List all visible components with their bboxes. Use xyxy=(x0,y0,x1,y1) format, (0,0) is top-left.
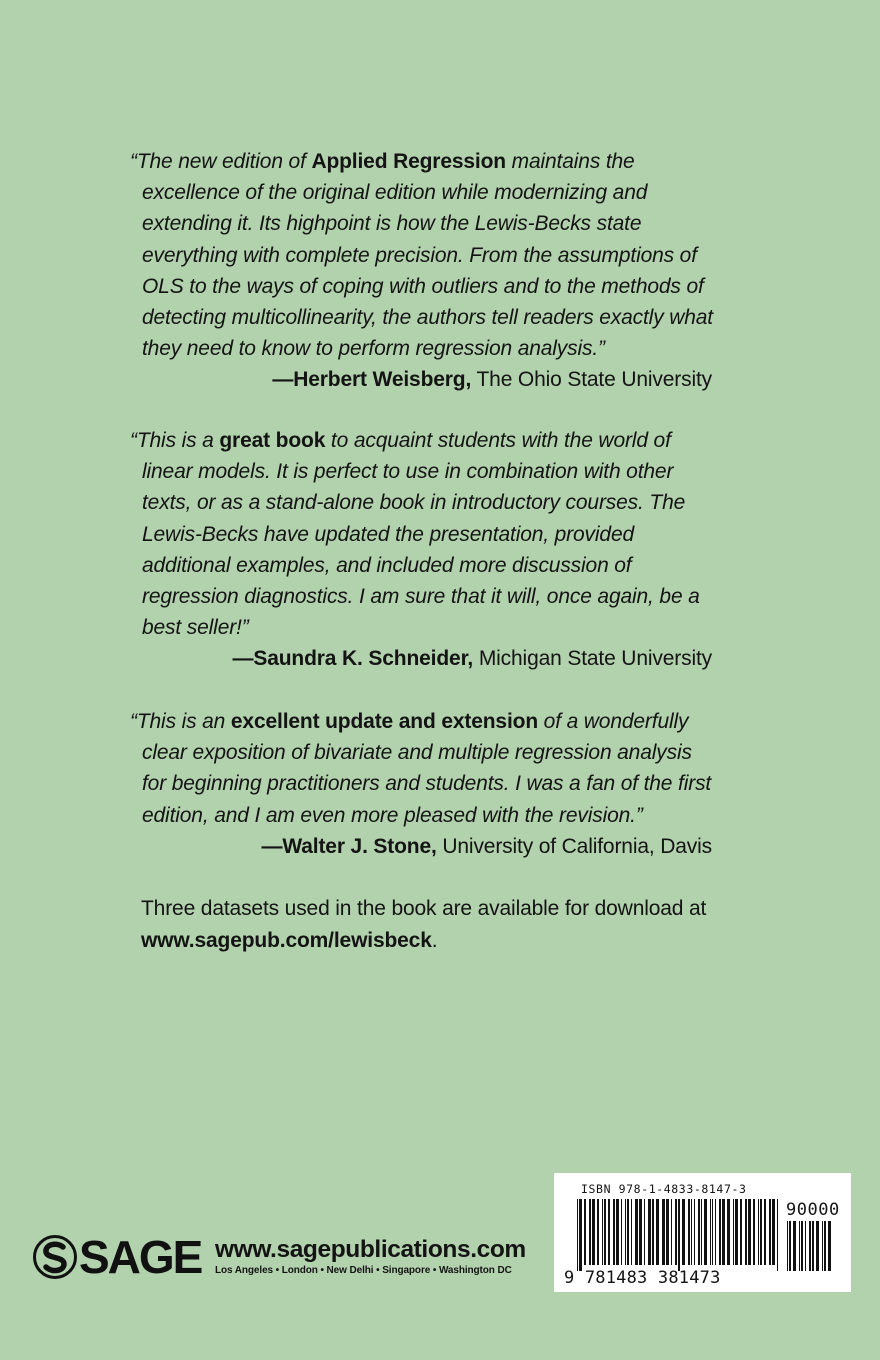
barcode-bar xyxy=(621,1199,622,1265)
barcode-bar xyxy=(805,1221,806,1271)
quote-text: “This is a great book to acquaint students with the world of linear models. It is perfect to use in combination with other texts, or as a stand-alone book in introductory courses. The Lewis-Becks have updated the presentation, provided additional examples, and included more discussion of regression diagnostics. I am sure that it will, once again, be a best seller!” xyxy=(130,429,700,640)
quote-affiliation: University of California, Davis xyxy=(442,834,712,858)
barcode-bar xyxy=(682,1199,685,1265)
barcode-bar xyxy=(675,1199,677,1265)
barcode-bar xyxy=(597,1199,599,1265)
quote-author: —Saundra K. Schneider, xyxy=(232,647,474,671)
barcode-bar xyxy=(656,1199,659,1265)
logo-wordmark: SAGE xyxy=(79,1231,202,1283)
ean13-barcode-bars xyxy=(576,1199,781,1271)
barcode-bar xyxy=(812,1221,814,1271)
addon-barcode-bars xyxy=(786,1221,834,1271)
barcode-bar xyxy=(604,1199,606,1265)
barcode-bar xyxy=(652,1199,654,1265)
barcode-bar xyxy=(824,1221,826,1271)
barcode-bar xyxy=(735,1199,738,1265)
barcode-bar xyxy=(577,1199,578,1271)
barcode-bar xyxy=(691,1199,692,1265)
barcode-bar xyxy=(809,1221,811,1271)
barcode-bar xyxy=(662,1199,665,1265)
quote-author: —Walter J. Stone, xyxy=(261,834,437,858)
ean-number: 9 781483 381473 xyxy=(564,1268,721,1288)
barcode-bar xyxy=(639,1199,642,1265)
barcode-bar xyxy=(801,1221,803,1271)
barcode-bar xyxy=(710,1199,711,1265)
barcode-bar xyxy=(733,1199,734,1265)
endorsement-quote-1 xyxy=(130,146,730,396)
barcode-bar xyxy=(608,1199,610,1265)
barcode-bar xyxy=(777,1199,778,1271)
barcode-bar xyxy=(671,1199,672,1265)
barcode-bar xyxy=(822,1221,823,1271)
download-text: Three datasets used in the book are available for download at xyxy=(141,897,707,920)
barcode-bar xyxy=(793,1221,796,1271)
barcode-bar xyxy=(698,1199,700,1265)
barcode-bar xyxy=(701,1199,702,1265)
barcode-bar xyxy=(592,1199,595,1265)
barcode-bar xyxy=(715,1199,716,1265)
barcode-bar xyxy=(704,1199,707,1265)
barcode-bar xyxy=(688,1199,690,1265)
barcode-bar xyxy=(635,1199,638,1265)
barcode-bar xyxy=(648,1199,651,1265)
barcode-bar xyxy=(613,1199,615,1265)
download-link[interactable]: www.sagepub.com/lewisbeck xyxy=(141,928,432,952)
sage-swirl-icon xyxy=(33,1235,77,1279)
barcode-bar xyxy=(828,1221,831,1271)
barcode-bar xyxy=(816,1221,819,1271)
barcode-bar xyxy=(678,1199,680,1271)
quote-author: —Herbert Weisberg, xyxy=(272,368,472,392)
barcode-bar xyxy=(748,1199,751,1265)
barcode-bar xyxy=(722,1199,725,1265)
publisher-website[interactable]: www.sagepublications.com xyxy=(215,1236,526,1263)
barcode-bar xyxy=(579,1199,582,1271)
barcode-bar xyxy=(789,1221,791,1271)
barcode-bar xyxy=(769,1199,771,1265)
price-code: 90000 xyxy=(786,1200,840,1220)
barcode-bar xyxy=(625,1199,626,1265)
barcode-bar xyxy=(602,1199,603,1265)
endorsement-quote-3 xyxy=(130,706,730,862)
barcode-bar xyxy=(631,1199,632,1265)
sage-logo xyxy=(33,1231,202,1283)
barcode-bar xyxy=(799,1221,800,1271)
barcode-bar xyxy=(719,1199,721,1265)
barcode-bar xyxy=(644,1199,645,1265)
barcode-bar xyxy=(787,1221,788,1271)
barcode-bar xyxy=(745,1199,747,1265)
barcode-bar xyxy=(764,1199,766,1265)
barcode-bar xyxy=(727,1199,730,1265)
quote-affiliation: The Ohio State University xyxy=(476,368,712,392)
isbn-barcode xyxy=(554,1173,851,1292)
barcode-bar xyxy=(753,1199,755,1265)
barcode-bar xyxy=(616,1199,619,1265)
quote-affiliation: Michigan State University xyxy=(478,647,712,671)
barcode-bar xyxy=(760,1199,762,1265)
publisher-info xyxy=(215,1236,526,1276)
barcode-bar xyxy=(584,1199,586,1265)
barcode-bar xyxy=(666,1199,669,1265)
endorsement-quote-2 xyxy=(130,425,730,675)
quote-attribution xyxy=(130,364,712,395)
isbn-label: ISBN 978-1-4833-8147-3 xyxy=(581,1182,747,1196)
barcode-bar xyxy=(712,1199,713,1265)
barcode-bar xyxy=(627,1199,629,1265)
quote-attribution xyxy=(130,643,712,674)
barcode-bar xyxy=(589,1199,591,1265)
barcode-bar xyxy=(694,1199,695,1265)
download-note: Three datasets used in the book are available for download at www.sagepub.com/lewisbeck. xyxy=(141,893,741,956)
barcode-bar xyxy=(772,1199,775,1265)
publisher-cities: Los Angeles • London • New Delhi • Singapore • Washington DC xyxy=(215,1265,512,1276)
quote-text: “This is an excellent update and extension of a wonderfully clear exposition of bivariate and multiple regression analysis for beginning practitioners and students. I was a fan of the first edition, and I am even more pleased with the revision.” xyxy=(130,710,712,827)
barcode-bar xyxy=(740,1199,742,1265)
barcode-bar xyxy=(758,1199,759,1265)
quote-text: “The new edition of Applied Regression maintains the excellence of the original edition while modernizing and extending it. Its highpoint is how the Lewis-Becks state everything with complete precision. From the assumptions of OLS to the ways of coping with outliers and to the methods of detecting multicollinearity, the authors tell readers exactly what they need to know to perform regression analysis.” xyxy=(130,150,713,361)
quote-attribution xyxy=(130,831,712,862)
